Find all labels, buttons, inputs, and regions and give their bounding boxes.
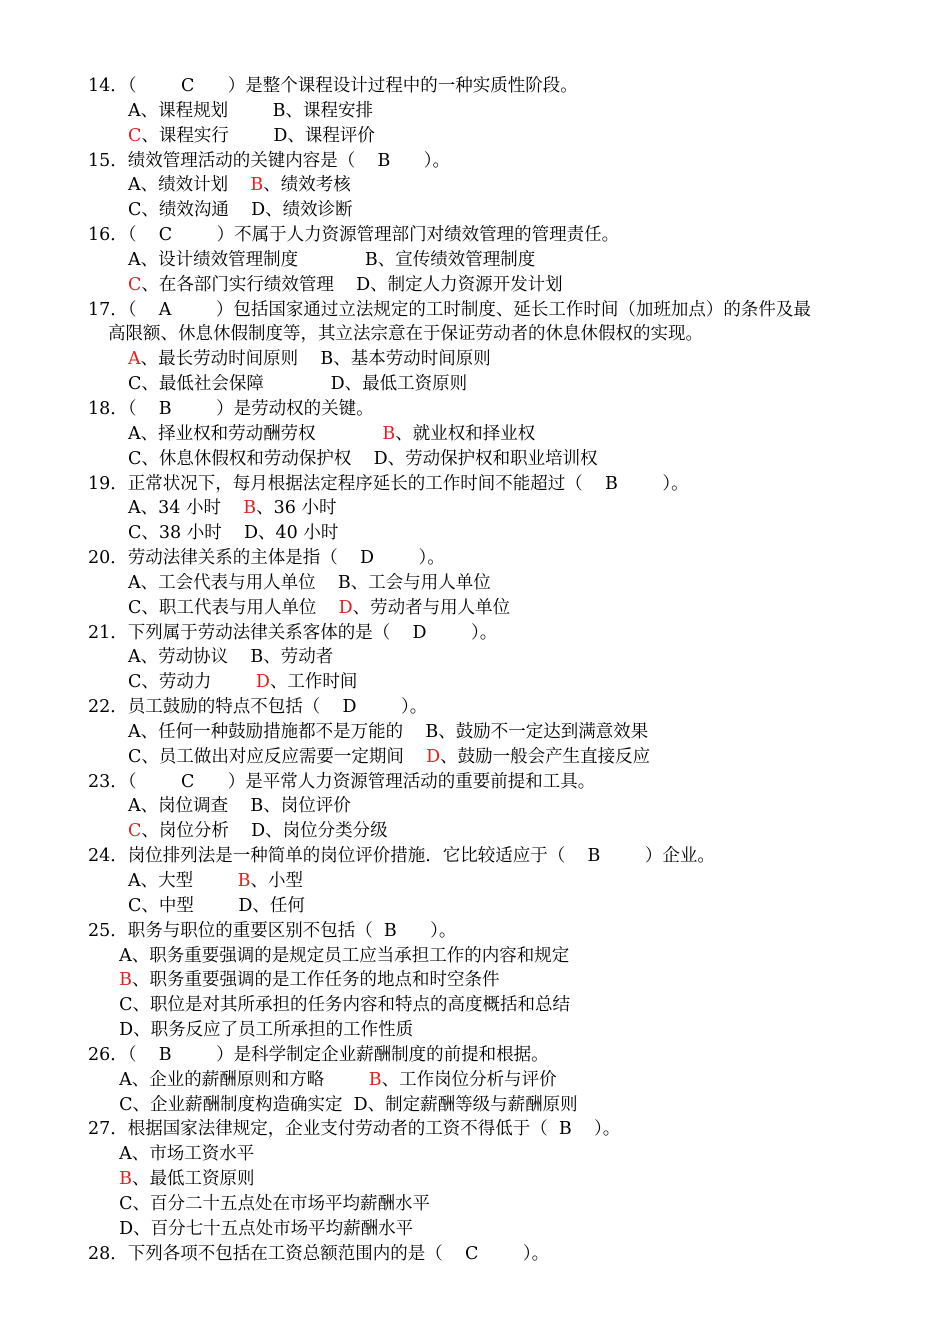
text-run: 、职务重要强调的是工作任务的地点和时空条件 [132, 970, 500, 991]
text-run: 15．绩效管理活动的关键内容是（ B ）。 [88, 150, 451, 171]
option-line [0, 198, 950, 223]
option-line [0, 99, 950, 124]
text-run: A、绩效计划 [128, 175, 251, 196]
option-line [0, 372, 950, 397]
option-line [0, 496, 950, 521]
option-line [0, 869, 950, 894]
text-run: C、中型 D、任何 [128, 895, 305, 916]
answer-letter: B [382, 423, 396, 444]
option-line [0, 447, 950, 472]
answer-letter: B [368, 1069, 382, 1090]
text-run: 16．（ C ）不属于人力资源管理部门对绩效管理的管理责任。 [88, 225, 620, 246]
text-run: 28．下列各项不包括在工资总额范围内的是（ C ）。 [88, 1243, 550, 1264]
answer-letter: D [426, 746, 441, 767]
option-line [0, 248, 950, 273]
option-line [0, 794, 950, 819]
text-run: C、38 小时 D、40 小时 [128, 523, 339, 544]
option-line [0, 124, 950, 149]
document-body [0, 74, 950, 1267]
text-run: 、劳动者与用人单位 [352, 597, 511, 618]
text-run: 20．劳动法律关系的主体是指（ D ）。 [88, 548, 445, 569]
answer-letter: A [128, 349, 141, 370]
question-line [0, 844, 950, 869]
text-run: A、课程规划 B、课程安排 [128, 100, 373, 121]
answer-letter: C [128, 125, 142, 146]
text-run: C、员工做出对应反应需要一定期间 [128, 746, 427, 767]
text-run: A、任何一种鼓励措施都不是万能的 B、鼓励不一定达到满意效果 [128, 721, 649, 742]
text-run: 19．正常状况下，每月根据法定程序延长的工作时间不能超过（ B ）。 [88, 473, 689, 494]
option-line [0, 347, 950, 372]
answer-letter: B [243, 498, 257, 519]
text-run: 21．下列属于劳动法律关系客体的是（ D ）。 [88, 622, 498, 643]
text-run: 17．（ A ）包括国家通过立法规定的工时制度、延长工作时间（加班加点）的条件及最 [88, 299, 811, 320]
answer-letter: D [338, 597, 353, 618]
option-line [0, 521, 950, 546]
answer-letter: D [255, 672, 270, 693]
text-run: 26．（ B ）是科学制定企业薪酬制度的前提和根据。 [88, 1044, 549, 1065]
question-line [0, 74, 950, 99]
text-run: 、工作时间 [269, 672, 358, 693]
text-run: 高限额、休息休假制度等，其立法宗意在于保证劳动者的休息休假权的实现。 [108, 324, 703, 345]
question-continuation-line [0, 1142, 950, 1167]
text-run: 、就业权和择业权 [395, 423, 536, 444]
text-run: A、大型 [128, 871, 238, 891]
text-run: C、企业薪酬制度构造确实定 D、制定薪酬等级与薪酬原则 [108, 1094, 578, 1115]
text-run: 、36 小时 [256, 498, 337, 519]
text-run: D、职务反应了员工所承担的工作性质 [108, 1020, 414, 1041]
answer-letter: C [128, 274, 142, 295]
question-continuation-line [0, 1068, 950, 1093]
text-run: A、企业的薪酬原则和方略 [108, 1069, 369, 1090]
question-continuation-line [0, 1217, 950, 1242]
text-run: C、最低社会保障 D、最低工资原则 [128, 374, 468, 395]
text-run: 、岗位分析 D、岗位分类分级 [141, 821, 388, 842]
question-continuation-line [0, 1192, 950, 1217]
answer-letter: C [128, 821, 142, 842]
text-run: C、职位是对其所承担的任务内容和特点的高度概括和总结 [108, 995, 571, 1016]
text-run: 18．（ B ）是劳动权的关键。 [88, 398, 374, 419]
text-run: A、34 小时 [128, 498, 244, 519]
question-continuation-line [0, 993, 950, 1018]
answer-letter: B [119, 1169, 133, 1190]
question-continuation-line [0, 1167, 950, 1192]
question-line [0, 1043, 950, 1068]
text-run: C、劳动力 [128, 672, 256, 693]
question-line [0, 298, 950, 323]
text-run: C、休息休假权和劳动保护权 D、劳动保护权和职业培训权 [128, 448, 598, 469]
text-run: 、在各部门实行绩效管理 D、制定人力资源开发计划 [141, 274, 563, 295]
question-line [0, 397, 950, 422]
question-line [0, 695, 950, 720]
text-run: 、最低工资原则 [132, 1169, 255, 1190]
option-line [0, 894, 950, 919]
question-continuation-line [0, 1018, 950, 1043]
question-line [0, 472, 950, 497]
text-run: A、工会代表与用人单位 B、工会与用人单位 [128, 572, 491, 593]
text-run: D、百分七十五点处市场平均薪酬水平 [108, 1218, 414, 1239]
question-continuation-line [0, 968, 950, 993]
text-run: 24．岗位排列法是一种简单的岗位评价措施．它比较适应于（ B ）企业。 [88, 846, 715, 867]
text-run: 27．根据国家法律规定，企业支付劳动者的工资不得低于（ B ）。 [88, 1119, 621, 1140]
text-run: 25．职务与职位的重要区别不包括（ B ）。 [88, 920, 457, 941]
question-line [0, 621, 950, 646]
question-line [0, 770, 950, 795]
answer-letter: B [237, 871, 251, 891]
question-continuation-line [0, 322, 950, 347]
text-run: 、工作岗位分析与评价 [381, 1069, 557, 1090]
text-run: A、劳动协议 B、劳动者 [128, 647, 334, 668]
text-run: 、绩效考核 [263, 175, 351, 196]
option-line [0, 596, 950, 621]
text-run [108, 1169, 119, 1189]
question-continuation-line [0, 944, 950, 969]
option-line [0, 173, 950, 198]
text-run: 、小型 [250, 871, 304, 891]
text-run: 、课程实行 D、课程评价 [141, 125, 375, 146]
option-line [0, 670, 950, 695]
text-run: 14．（ C ）是整个课程设计过程中的一种实质性阶段。 [88, 76, 578, 96]
option-line [0, 819, 950, 844]
question-line [0, 919, 950, 944]
text-run [108, 970, 119, 990]
text-run: 22．员工鼓励的特点不包括（ D ）。 [88, 697, 428, 718]
text-run: A、职务重要强调的是规定员工应当承担工作的内容和规定 [108, 945, 570, 966]
text-run: C、百分二十五点处在市场平均薪酬水平 [108, 1193, 431, 1214]
text-run: 、最长劳动时间原则 B、基本劳动时间原则 [140, 349, 491, 370]
question-continuation-line [0, 1093, 950, 1118]
question-line [0, 1117, 950, 1142]
text-run: 、鼓励一般会产生直接反应 [440, 746, 651, 767]
text-run: A、择业权和劳动酬劳权 [128, 423, 383, 444]
question-line [0, 1242, 950, 1267]
option-line [0, 720, 950, 745]
option-line [0, 422, 950, 447]
option-line [0, 571, 950, 596]
answer-letter: B [250, 175, 264, 196]
text-run: A、设计绩效管理制度 B、宣传绩效管理制度 [128, 249, 536, 270]
text-run: A、岗位调查 B、岗位评价 [128, 796, 351, 817]
option-line [0, 745, 950, 770]
option-line [0, 273, 950, 298]
text-run: C、绩效沟通 D、绩效诊断 [128, 200, 353, 221]
question-line [0, 223, 950, 248]
answer-letter: B [119, 970, 133, 991]
question-line [0, 546, 950, 571]
question-line [0, 149, 950, 174]
option-line [0, 645, 950, 670]
text-run: 23．（ C ）是平常人力资源管理活动的重要前提和工具。 [88, 771, 596, 792]
text-run: A、市场工资水平 [108, 1144, 255, 1165]
text-run: C、职工代表与用人单位 [128, 597, 339, 618]
